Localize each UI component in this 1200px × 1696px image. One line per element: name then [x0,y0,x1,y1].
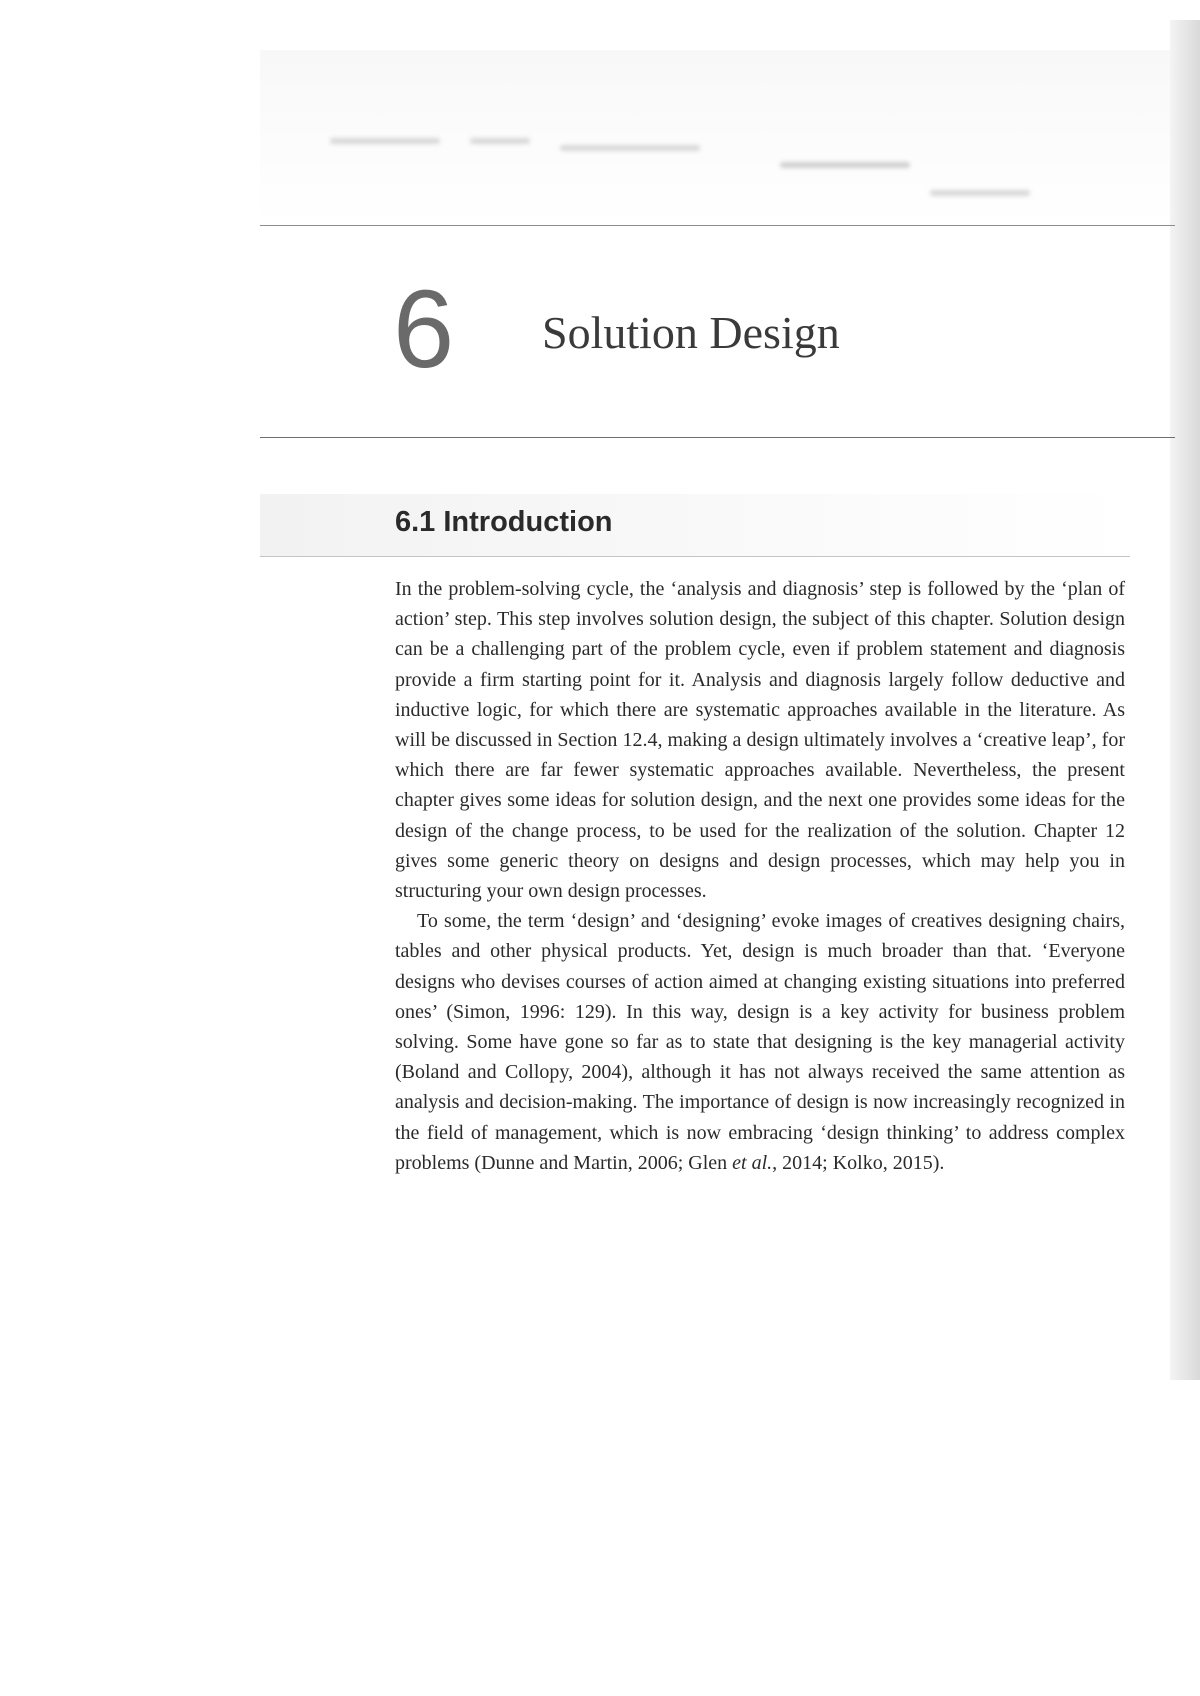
section-heading: 6.1 Introduction [395,506,613,538]
page-edge-shadow [1170,20,1200,1380]
paragraph [395,574,1125,906]
header-rule [260,225,1175,226]
section-heading-band [260,494,1130,556]
scan-artifact [780,162,910,168]
scan-artifact [470,138,530,144]
body-text [395,574,1125,1178]
scan-artifact [330,138,440,144]
paragraph-text: In the problem-solving cycle, the ‘analysis and diagnosis’ step is followed by the ‘plan of action’ step. This step involves solution design, the subject of this chapter. Solution design can be a challenging part of the problem cycle, even if problem statement and diagnosis provide a firm starting point for it. Analysis and diagnosis largely follow deductive and inductive logic, for which there are systematic approaches available in the literature. As will be discussed in Section 12.4, making a design ultimately involves a ‘creative leap’, for which there are far fewer systematic approaches available. Nevertheless, the present chapter gives some ideas for solution design, and the next one provides some ideas for the design of the change process, to be used for the realization of the solution. Chapter 12 gives some generic theory on designs and design processes, which may help you in structuring your own design processes. [395,578,1125,903]
section-rule [260,556,1130,557]
scan-artifact [930,190,1030,196]
chapter-rule [260,437,1175,438]
paragraph [395,906,1125,1178]
chapter-title: Solution Design [542,307,840,358]
paragraph-text: , 2014; Kolko, 2015). [772,1151,945,1174]
scan-artifact [560,145,700,151]
italic-text: et al. [732,1151,773,1174]
paragraph-text: To some, the term ‘design’ and ‘designing’ evoke images of creatives designing chairs, tables and other physical products. Yet, design is much broader than that. ‘Everyone designs who devises courses of action aimed at changing existing situations into preferred ones’ (Simon, 1996: 129). In this way, design is a key activity for business problem solving. Some have gone so far as to state that designing is the key managerial activity (Boland and Collopy, 2004), although it has not always received the same attention as analysis and decision-making. The importance of design is now increasingly recognized in the field of management, which is now embracing ‘design thinking’ to address complex problems (Dunne and Martin, 2006; Glen [395,910,1125,1174]
chapter-number: 6 [393,268,455,391]
